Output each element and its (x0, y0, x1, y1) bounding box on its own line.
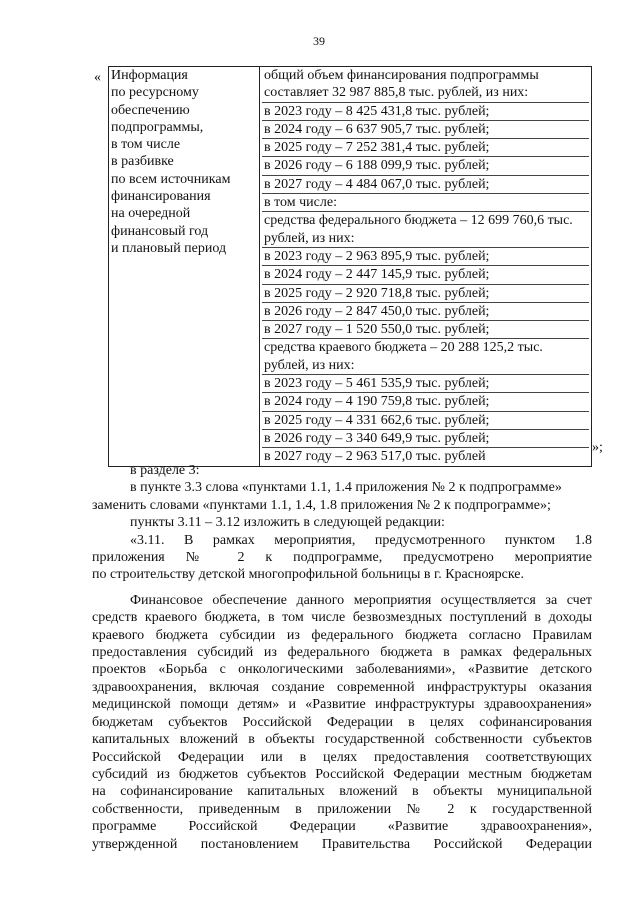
financing-paragraph-line: программе Российской Федерации «Развитие здравоохранения», (92, 819, 592, 835)
funding-line: в 2025 году – 4 331 662,6 тыс. рублей; (262, 412, 589, 430)
left-cell-line: по всем источникам (111, 171, 231, 187)
financing-paragraph-line: субсидий из бюджетов субъектов Российской Федерации местным бюджетам (92, 766, 592, 782)
financing-paragraph-line: утвержденной постановлением Правительства Российской Федерации (92, 836, 592, 852)
left-cell-line: Информация (111, 68, 188, 83)
financing-paragraph-line: проектов «Борьба с онкологическими заболеваниями», «Развитие детского (92, 662, 592, 678)
opening-quote: « (94, 70, 101, 85)
paragraph-3-3-line: в пункте 3.3 слова «пунктами 1.1, 1.4 приложения № 2 к подпрограмме» (130, 480, 562, 496)
financing-paragraph-line: на софинансирование капитальных вложений в объекты муниципальной (92, 784, 592, 800)
left-cell-line: финансирования (111, 189, 211, 205)
closing-quote: »; (592, 440, 603, 455)
funding-line: в том числе: (262, 194, 589, 212)
paragraph-section-3: в разделе 3: (130, 463, 200, 478)
financing-paragraph-line: медицинской помощи детям» и «Развитие инфраструктуры здравоохранения» (92, 697, 592, 713)
funding-line: в 2027 году – 2 963 517,0 тыс. рублей (264, 449, 486, 465)
table-left-cell (109, 67, 260, 467)
resource-table (108, 66, 592, 467)
funding-line: в 2025 году – 2 920 718,8 тыс. рублей; (262, 285, 589, 303)
left-cell-line: по ресурсному (111, 85, 199, 101)
funding-line: в 2027 году – 4 484 067,0 тыс. рублей; (262, 176, 589, 194)
left-cell-line: в том числе (111, 137, 181, 153)
funding-line: в 2023 году – 8 425 431,8 тыс. рублей; (262, 103, 589, 121)
financing-paragraph-line: Российской Федерации или в целях предоставления соответствующих (92, 749, 592, 765)
left-cell-line: на очередной (111, 206, 191, 222)
funding-line: в 2023 году – 5 461 535,9 тыс. рублей; (262, 375, 589, 393)
table-row (109, 67, 592, 467)
funding-line: в 2025 году – 7 252 381,4 тыс. рублей; (262, 139, 589, 157)
document-body (92, 462, 592, 853)
left-cell-line: и плановый период (111, 240, 227, 256)
funding-line: в 2024 году – 6 637 905,7 тыс. рублей; (262, 121, 589, 139)
paragraph-3-11-intro: пункты 3.11 – 3.12 изложить в следующей редакции: (130, 515, 445, 531)
financing-paragraph-line: капитальных вложений в объекты государственной собственности субъектов (92, 732, 592, 748)
funding-line: в 2026 году – 6 188 099,9 тыс. рублей; (262, 157, 589, 175)
funding-line: в 2024 году – 4 190 759,8 тыс. рублей; (262, 393, 589, 411)
funding-line: общий объем финансирования подпрограммы составляет 32 987 885,8 тыс. рублей, из них: (262, 67, 589, 103)
funding-line: в 2027 году – 1 520 550,0 тыс. рублей; (262, 321, 589, 339)
financing-paragraph-line: Финансовое обеспечение данного мероприятия осуществляется за счет (130, 592, 592, 608)
financing-paragraph-line: краевого бюджета субсидии из федерального бюджета согласно Правилам (92, 627, 592, 643)
table-right-cell (260, 67, 592, 467)
financing-paragraph-line: здравоохранения, включая создание современной инфраструктуры оказания (92, 679, 592, 695)
paragraph-3-11-line: по строительству детской многопрофильной больницы в г. Красноярске. (92, 567, 525, 583)
funding-line: в 2026 году – 2 847 450,0 тыс. рублей; (262, 303, 589, 321)
financing-paragraph-line: предоставления субсидий из федерального бюджета в рамках федеральных (92, 645, 592, 661)
paragraph-3-11-line: «3.11. В рамках мероприятия, предусмотренного пунктом 1.8 (130, 532, 592, 548)
paragraph-3-11-line: приложения № 2 к подпрограмме, предусмотрено мероприятие (92, 550, 592, 566)
financing-paragraph-line: средств краевого бюджета, в том числе безвозмездных поступлений в доходы (92, 610, 592, 626)
left-cell-line: финансовый год (111, 223, 209, 239)
page-number: 39 (313, 34, 325, 48)
financing-paragraph-line: бюджетам субъектов Российской Федерации в целях софинансирования (92, 714, 592, 730)
paragraph-3-3-line: заменить словами «пунктами 1.1, 1.4, 1.8 приложения № 2 к подпрограмме»; (92, 497, 551, 513)
funding-line: средства краевого бюджета – 20 288 125,2 тыс. рублей, из них: (262, 339, 589, 375)
left-cell-line: подпрограммы, (111, 119, 204, 135)
left-cell-line: обеспечению (111, 102, 190, 118)
funding-line: в 2024 году – 2 447 145,9 тыс. рублей; (262, 266, 589, 284)
financing-paragraph-line: собственности, приведенным в приложении № 2 к государственной (92, 801, 592, 817)
funding-line: средства федерального бюджета – 12 699 760,6 тыс. рублей, из них: (262, 212, 589, 248)
left-cell-line: в разбивке (111, 154, 174, 170)
funding-line: в 2023 году – 2 963 895,9 тыс. рублей; (262, 248, 589, 266)
funding-line: в 2026 году – 3 340 649,9 тыс. рублей; (262, 430, 589, 448)
